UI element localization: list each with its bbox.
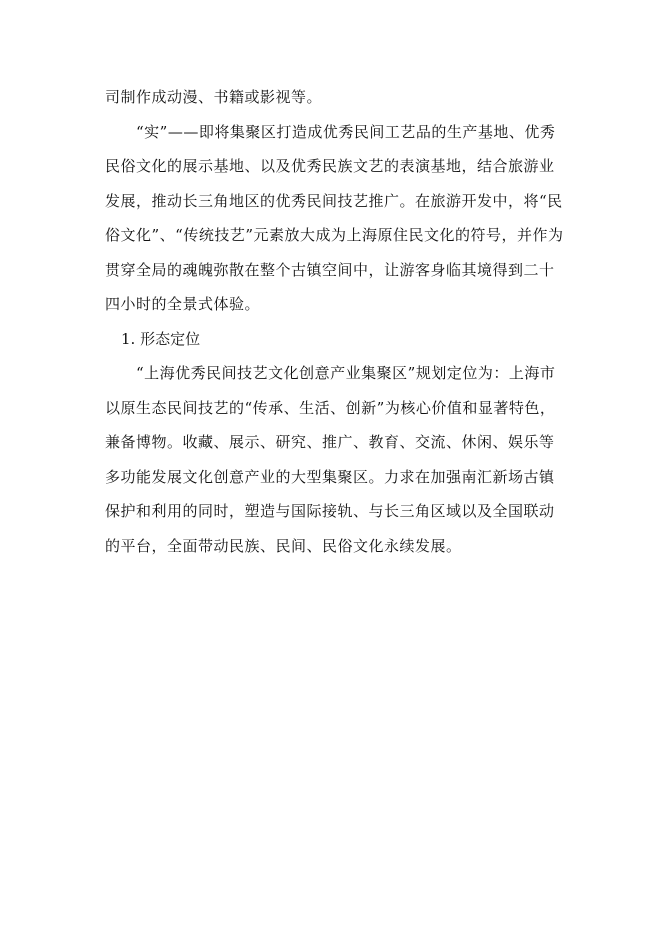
paragraph-continuation: 司制作成动漫、书籍或影视等。 bbox=[105, 88, 323, 106]
document-body bbox=[105, 80, 565, 563]
paragraph-positioning: “上海优秀民间技艺文化创意产业集聚区”规划定位为：上海市以原生态民间技艺的“传承、生活、创新”为核心价值和显著特色，兼备博物。收藏、展示、研究、推广、教育、交流、休闲、娱乐等多功能发展文化创意产业的大型集聚区。力求在加强南汇新场古镇保护和利用的同时，塑造与国际接轨、与长三角区域以及全国联动的平台，全面带动民族、民间、民俗文化永续发展。 bbox=[105, 364, 556, 555]
paragraph-shi: “实”——即将集聚区打造成优秀民间工艺品的生产基地、优秀民俗文化的展示基地、以及优秀民族文艺的表演基地，结合旅游业发展，推动长三角地区的优秀民间技艺推广。在旅游开发中，将“民俗文化”、“传统技艺”元素放大成为上海原住民文化的符号，并作为贯穿全局的魂魄弥散在整个古镇空间中，让游客身临其境得到二十四小时的全景式体验。 bbox=[105, 122, 564, 313]
section-heading-form-positioning: 1. 形态定位 bbox=[121, 329, 201, 348]
